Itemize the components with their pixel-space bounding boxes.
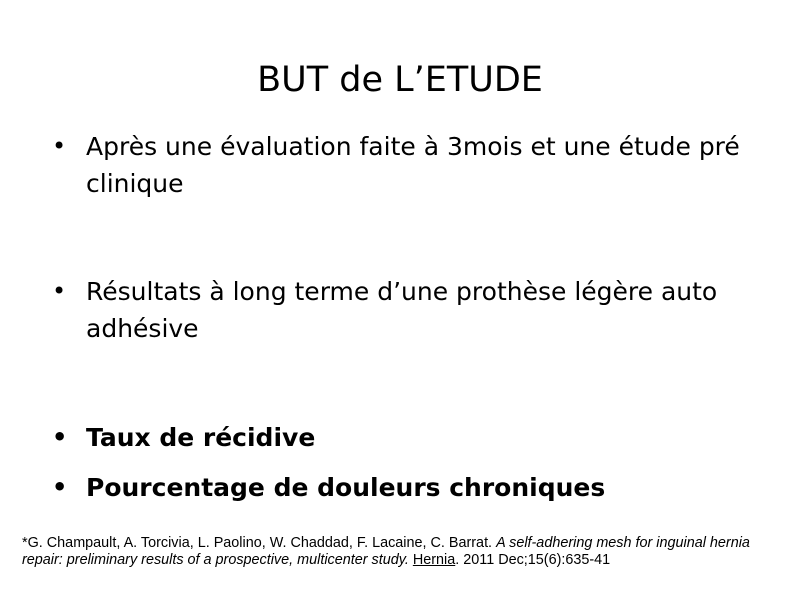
reference-details: . 2011 Dec;15(6):635-41 — [455, 552, 611, 568]
bullet-text: Après une évaluation faite à 3mois et une étude pré clinique — [86, 132, 740, 198]
reference-title: A self-adhering mesh for inguinal hernia repair: preliminary results of a prospective, multicenter study. — [22, 535, 750, 568]
bullet-text: Pourcentage de douleurs chroniques — [86, 473, 606, 502]
bullet-dot: • — [52, 132, 67, 160]
reference-citation — [22, 535, 792, 569]
bullet-text: Taux de récidive — [86, 423, 316, 452]
bullet-dot: • — [52, 473, 68, 501]
reference-journal[interactable]: Hernia — [412, 552, 456, 568]
bullet-item — [52, 273, 772, 347]
bullet-item-bold — [52, 419, 772, 456]
bullet-dot: • — [52, 277, 67, 305]
bullet-text: Résultats à long terme d’une prothèse légère auto adhésive — [86, 277, 718, 343]
bullet-dot: • — [52, 423, 68, 451]
bullet-item-bold — [52, 469, 772, 506]
slide-title: BUT de L’ETUDE — [257, 60, 543, 100]
bullet-item — [52, 128, 772, 202]
reference-authors: *G. Champault, A. Torcivia, L. Paolino, W. Chaddad, F. Lacaine, C. Barrat. — [22, 535, 497, 551]
